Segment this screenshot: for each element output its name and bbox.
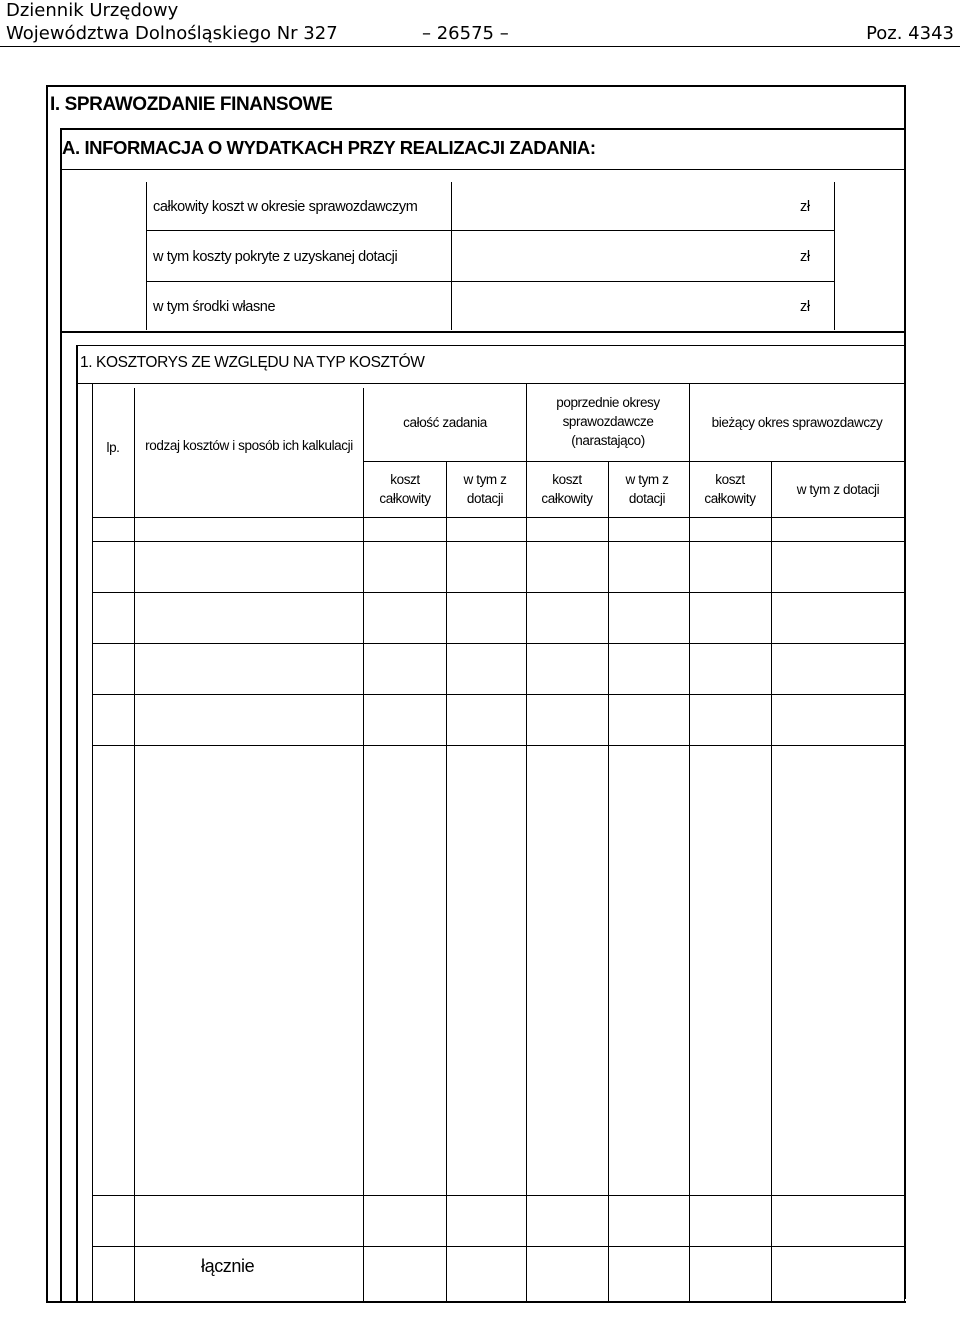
region-title: Województwa Dolnośląskiego Nr 327 bbox=[6, 23, 338, 44]
frame-bottom bbox=[46, 1301, 906, 1303]
sub-header-whole-total: koszt całkowity bbox=[379, 472, 431, 506]
row-rule-7 bbox=[92, 1246, 904, 1247]
sub-header-current-total: koszt całkowity bbox=[704, 472, 756, 506]
total-row-label: łącznie bbox=[201, 1256, 255, 1276]
table-left bbox=[92, 383, 93, 1301]
summary-unit-grant: zł bbox=[800, 249, 810, 265]
sub-header-previous-total: koszt całkowity bbox=[541, 472, 593, 506]
col-header-current: bieżący okres sprawozdawczy bbox=[711, 415, 883, 430]
summary-label-total: całkowity koszt w okresie sprawozdawczym bbox=[153, 199, 418, 215]
row-rule-3 bbox=[92, 643, 904, 644]
journal-title: Dziennik Urzędowy bbox=[6, 0, 179, 21]
col-header-lp: lp. bbox=[106, 440, 120, 455]
summary-left bbox=[146, 182, 147, 330]
col-div-whole-sub bbox=[446, 461, 447, 1301]
summary-divider bbox=[451, 182, 452, 330]
sub-header-previous-grant: w tym z dotacji bbox=[625, 472, 669, 506]
subsection-title: A. INFORMACJA O WYDATKACH PRZY REALIZACJI ZADANIA: bbox=[62, 137, 596, 158]
cost-box-left bbox=[76, 345, 78, 1301]
a-title-rule bbox=[60, 169, 906, 170]
header-sub-rule bbox=[363, 461, 904, 462]
summary-right bbox=[834, 182, 835, 330]
col-div-whole bbox=[526, 383, 527, 1301]
col-div-current-sub bbox=[771, 461, 772, 1301]
summary-label-grant: w tym koszty pokryte z uzyskanej dotacji bbox=[153, 249, 398, 265]
col-div-lp bbox=[134, 388, 135, 1301]
col-header-type: rodzaj kosztów i sposób ich kalkulacji bbox=[145, 438, 353, 453]
frame-top bbox=[46, 85, 906, 87]
cost-title-rule bbox=[76, 383, 904, 384]
col-div-type bbox=[363, 388, 364, 1301]
col-div-previous bbox=[689, 383, 690, 1301]
table-right bbox=[904, 383, 905, 1301]
frame-left bbox=[46, 85, 48, 1303]
col-header-previous: poprzednie okresy sprawozdawcze (narastająco) bbox=[556, 395, 660, 448]
col-header-whole: całość zadania bbox=[403, 415, 487, 430]
summary-rule-1 bbox=[146, 230, 834, 231]
cost-box-inner-top bbox=[76, 345, 904, 346]
summary-rule-2 bbox=[146, 281, 834, 282]
header-bottom-rule bbox=[92, 517, 904, 518]
position-number: Poz. 4343 bbox=[866, 23, 954, 44]
row-rule-6 bbox=[92, 1195, 904, 1196]
row-rule-2 bbox=[92, 592, 904, 593]
cost-box-top bbox=[60, 331, 906, 333]
a-box-top bbox=[60, 128, 906, 130]
sub-header-current-grant: w tym z dotacji bbox=[796, 482, 880, 497]
page-number: – 26575 – bbox=[422, 23, 509, 44]
a-box-left bbox=[60, 128, 62, 1302]
summary-unit-total: zł bbox=[800, 199, 810, 215]
col-div-previous-sub bbox=[608, 461, 609, 1301]
sub-header-whole-grant: w tym z dotacji bbox=[463, 472, 507, 506]
summary-label-own: w tym środki własne bbox=[153, 299, 276, 315]
row-rule-4 bbox=[92, 694, 904, 695]
row-rule-1 bbox=[92, 541, 904, 542]
row-rule-5 bbox=[92, 745, 904, 746]
cost-section-title: 1. KOSZTORYS ZE WZGLĘDU NA TYP KOSZTÓW bbox=[80, 354, 425, 371]
section-title: I. SPRAWOZDANIE FINANSOWE bbox=[50, 94, 333, 115]
summary-unit-own: zł bbox=[800, 299, 810, 315]
